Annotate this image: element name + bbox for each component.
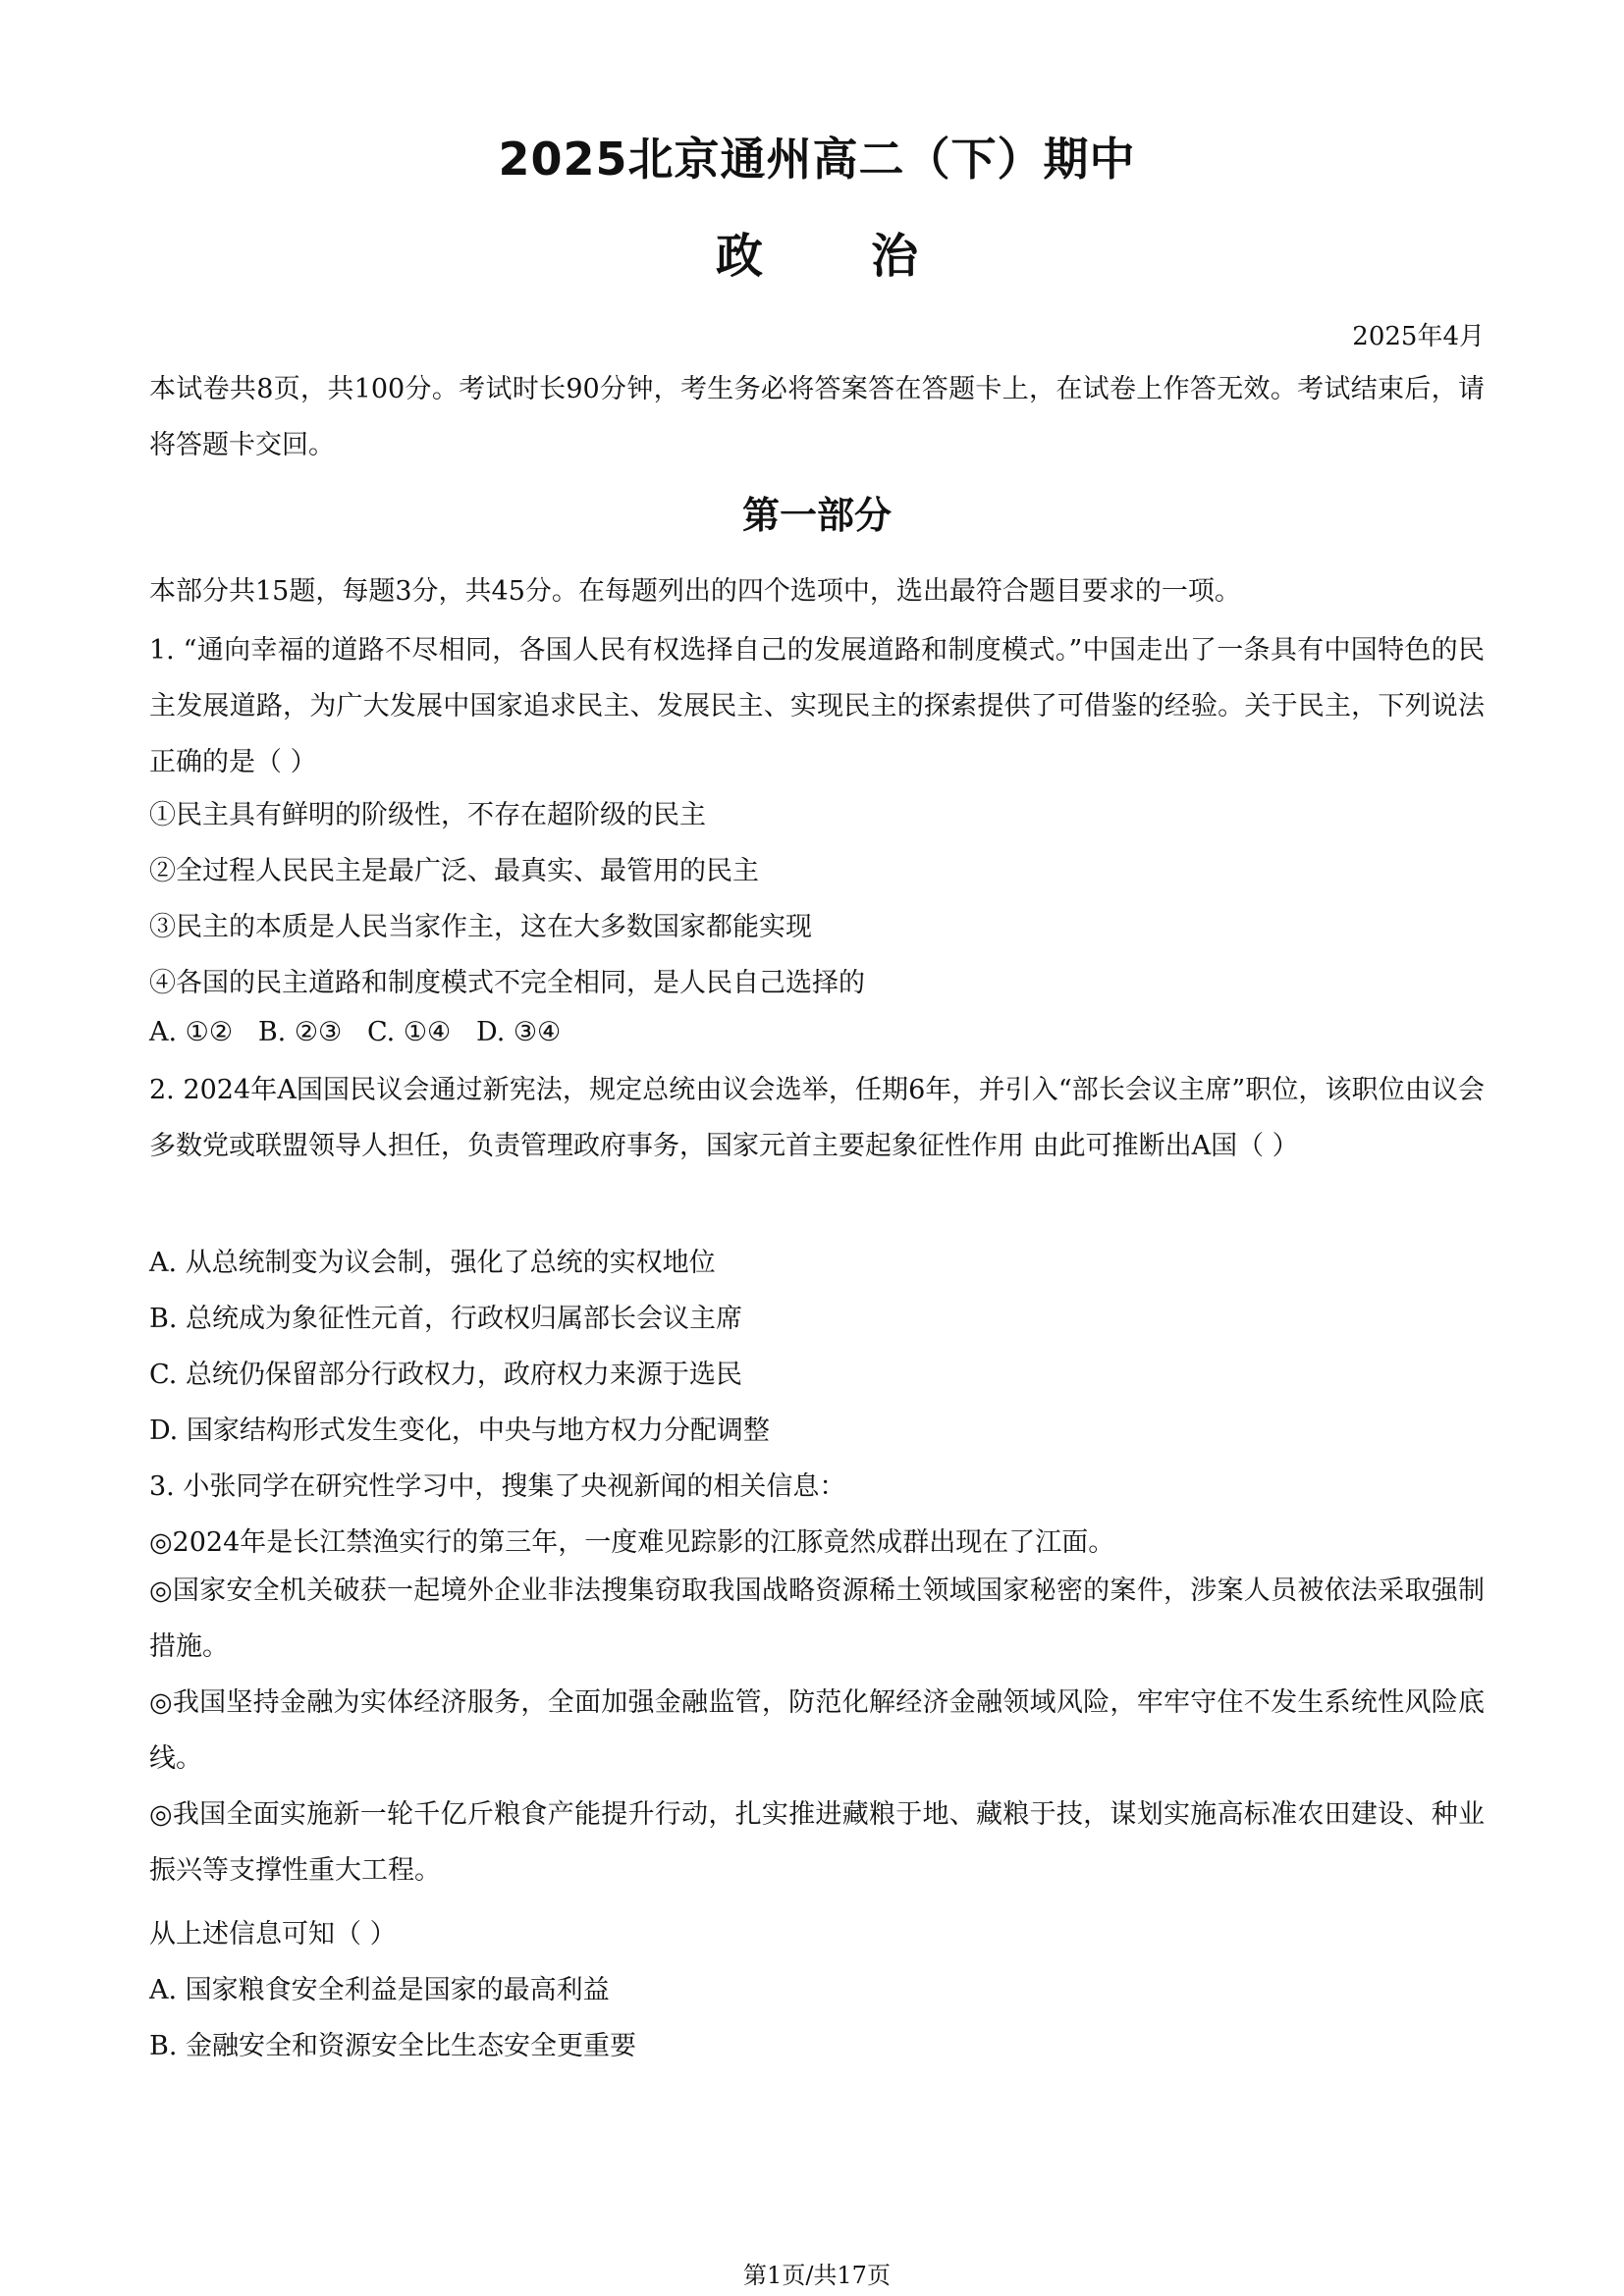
question-1-statement-1: ①民主具有鲜明的阶级性，不存在超阶级的民主: [149, 800, 706, 830]
exam-date: 2025年4月: [1352, 322, 1485, 351]
question-2-option-c: C. 总统仍保留部分行政权力，政府权力来源于选民: [149, 1360, 742, 1390]
page-number: 第1页/共17页: [743, 2262, 891, 2289]
question-3-option-a: A. 国家粮食安全利益是国家的最高利益: [149, 1975, 610, 2005]
question-1-statement-3: ③民主的本质是人民当家作主，这在大多数国家都能实现: [149, 912, 812, 942]
subject-char-2: 治: [871, 229, 919, 284]
question-3-info-2: ◎国家安全机关破获一起境外企业非法搜集窃取我国战略资源稀土领域国家秘密的案件，涉案人员被依法采取强制措施。: [149, 1575, 1485, 1662]
question-1-statement-2: ②全过程人民民主是最广泛、最真实、最管用的民主: [149, 856, 759, 886]
question-3-question: 从上述信息可知（ ）: [149, 1919, 397, 1949]
part-instruction: 本部分共15题，每题3分，共45分。在每题列出的四个选项中，选出最符合题目要求的一项。: [149, 576, 1241, 607]
question-2-option-d: D. 国家结构形式发生变化，中央与地方权力分配调整: [149, 1415, 770, 1446]
question-2-option-b: B. 总统成为象征性元首，行政权归属部长会议主席: [149, 1304, 743, 1334]
question-3-option-b: B. 金融安全和资源安全比生态安全更重要: [149, 2031, 637, 2061]
subject-title: [149, 218, 1485, 286]
subject-char-1: 政: [715, 229, 763, 284]
question-1-stem: 1. “通向幸福的道路不尽相同，各国人民有权选择自己的发展道路和制度模式。”中国走出了一条具有中国特色的民主发展道路，为广大发展中国家追求民主、发展民主、实现民主的探索提供了可借鉴的经验。关于民主，下列说法正确的是（ ）: [149, 635, 1485, 777]
question-2-stem: 2. 2024年A国国民议会通过新宪法，规定总统由议会选举，任期6年，并引入“部长会议主席”职位，该职位由议会多数党或联盟领导人担任，负责管理政府事务，国家元首主要起象征性作用 由此可推断出A国（ ）: [149, 1075, 1485, 1161]
section-heading: 第一部分: [741, 494, 892, 537]
question-2-option-a: A. 从总统制变为议会制，强化了总统的实权地位: [149, 1248, 716, 1278]
question-3-info-3: ◎我国坚持金融为实体经济服务，全面加强金融监管，防范化解经济金融领域风险，牢牢守住不发生系统性风险底线。: [149, 1687, 1485, 1774]
question-1-statement-4: ④各国的民主道路和制度模式不完全相同，是人民自己选择的: [149, 968, 865, 998]
question-3-info-4: ◎我国全面实施新一轮千亿斤粮食产能提升行动，扎实推进藏粮于地、藏粮于技，谋划实施高标准农田建设、种业振兴等支撑性重大工程。: [149, 1799, 1485, 1886]
exam-page: [149, 0, 1485, 2296]
question-1-options: A. ①② B. ②③ C. ①④ D. ③④: [149, 1017, 562, 1047]
exam-title: 2025北京通州高二（下）期中: [498, 133, 1136, 186]
question-3-info-1: ◎2024年是长江禁渔实行的第三年，一度难见踪影的江豚竟然成群出现在了江面。: [149, 1527, 1115, 1558]
exam-instructions: 本试卷共8页，共100分。考试时长90分钟，考生务必将答案答在答题卡上，在试卷上作答无效。考试结束后，请将答题卡交回。: [149, 374, 1485, 460]
question-3-stem: 3. 小张同学在研究性学习中，搜集了央视新闻的相关信息：: [149, 1471, 846, 1502]
